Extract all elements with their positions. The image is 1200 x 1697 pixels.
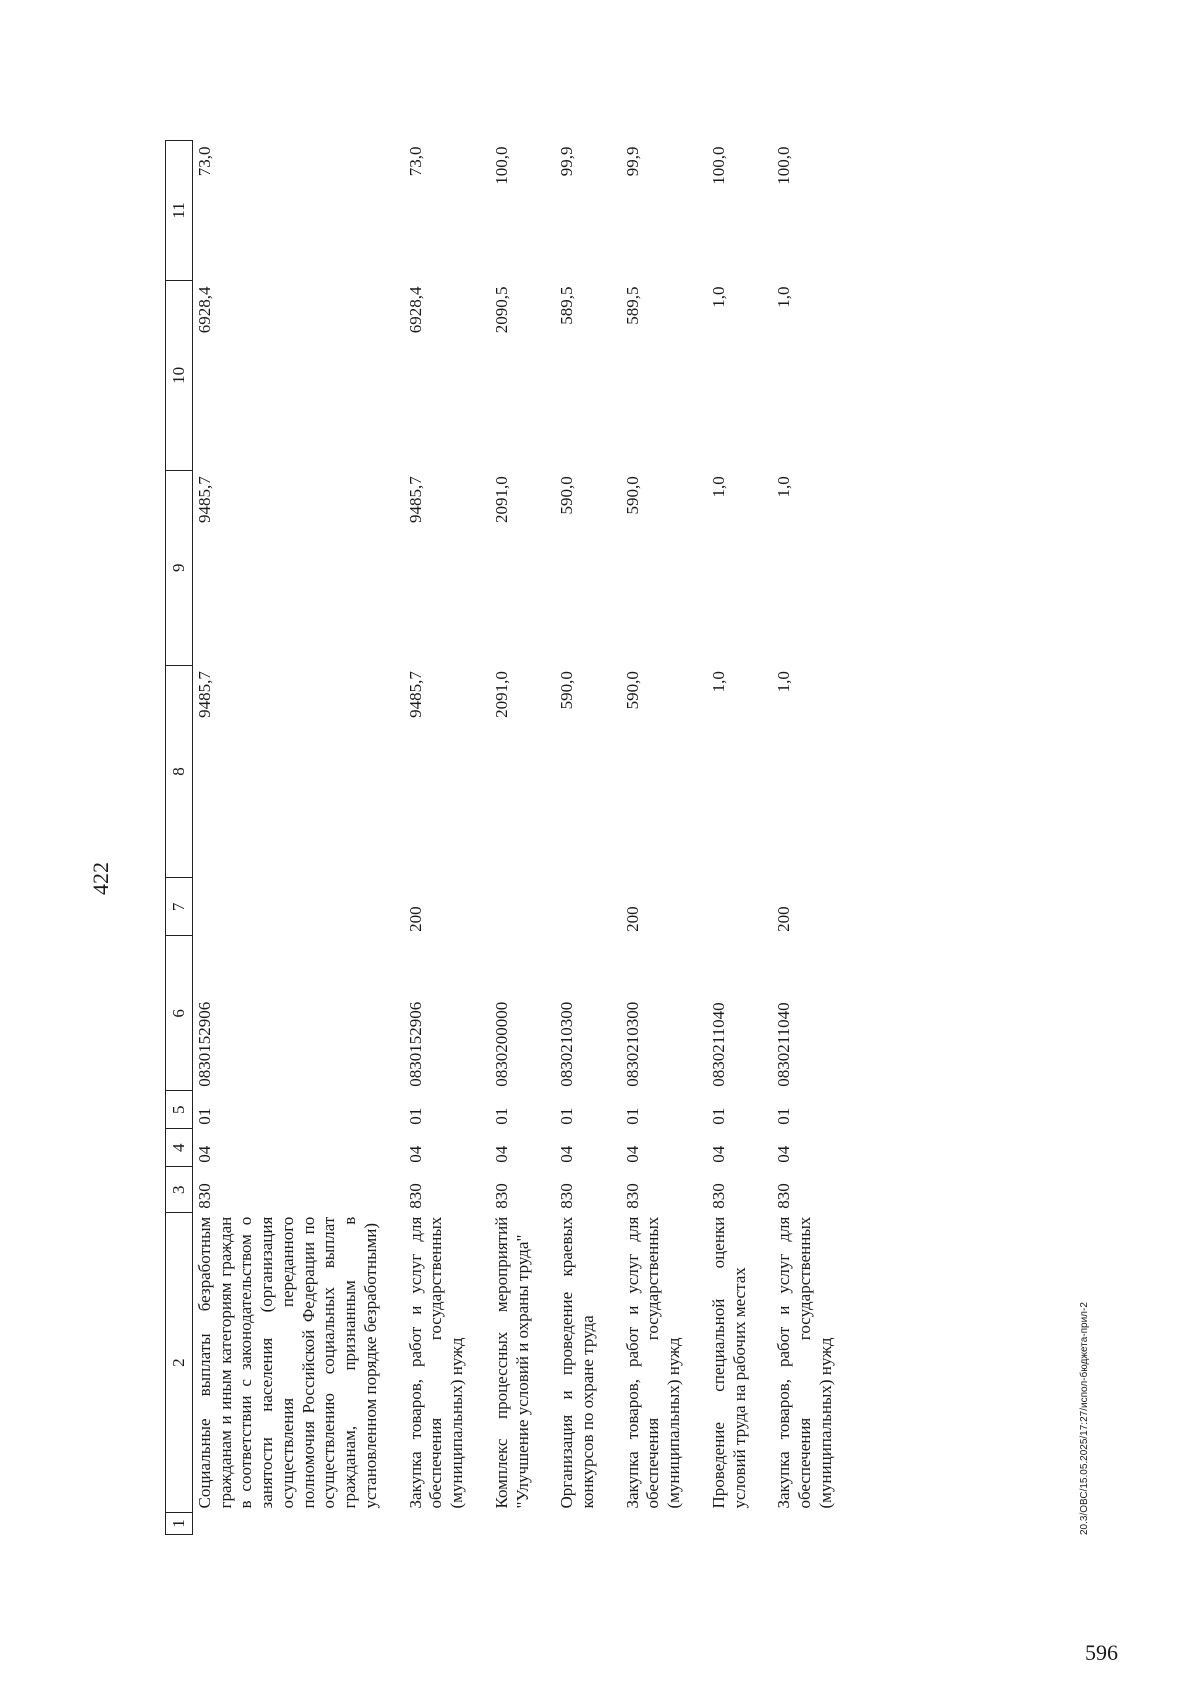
row-name: Проведение специальной оценки условий труда на рабочих местах	[708, 1216, 749, 1509]
cell-rz: 04	[405, 1145, 425, 1163]
header-cell: 7	[166, 878, 193, 936]
cell-empty	[707, 1513, 772, 1535]
cell-empty	[555, 1513, 620, 1535]
cell-csr: 0830211040	[708, 1002, 728, 1087]
cell-rz: 04	[491, 1145, 511, 1163]
cell-percent: 73,0	[195, 146, 214, 177]
cell-amount: 9485,7	[195, 476, 214, 524]
cell-percent: 99,9	[622, 146, 642, 177]
header-cell: 11	[166, 141, 193, 281]
cell-empty	[490, 1513, 555, 1535]
cell-csr: 0830211040	[774, 1002, 794, 1087]
cell-pr: 01	[557, 1107, 577, 1125]
cell-percent: 100,0	[491, 146, 511, 185]
header-cell: 8	[166, 665, 193, 878]
table-row	[490, 141, 555, 1535]
cell-empty	[772, 1513, 836, 1535]
cell-gr: 830	[622, 1183, 642, 1209]
header-cell: 4	[166, 1129, 193, 1167]
cell-amount: 589,5	[557, 286, 577, 325]
row-name: Организация и проведение краевых конкурсов по охране труда	[557, 1216, 598, 1509]
cell-rz: 04	[557, 1145, 577, 1163]
cell-empty	[621, 1513, 707, 1535]
cell-vr	[555, 878, 620, 936]
cell-amount: 1,0	[774, 286, 794, 308]
cell-vr: 200	[622, 906, 642, 932]
cell-amount: 9485,7	[405, 476, 425, 524]
cell-vr: 200	[405, 906, 425, 932]
header-row	[166, 141, 193, 1535]
cell-gr: 830	[491, 1183, 511, 1209]
cell-gr: 830	[774, 1183, 794, 1209]
cell-pr: 01	[708, 1107, 728, 1125]
cell-vr	[490, 878, 555, 936]
cell-pr: 01	[195, 1107, 214, 1125]
cell-amount: 1,0	[708, 286, 728, 308]
cell-csr: 0830152906	[405, 1001, 425, 1087]
cell-pr: 01	[774, 1107, 794, 1125]
table-row	[555, 141, 620, 1535]
cell-gr: 830	[708, 1183, 728, 1209]
cell-vr	[193, 878, 404, 936]
row-name: Закупка товаров, работ и услуг для обеспечения государственных (муниципальных) нужд	[405, 1216, 467, 1509]
cell-amount: 9485,7	[405, 671, 425, 718]
page-number: 422	[88, 862, 113, 895]
cell-rz: 04	[622, 1145, 642, 1163]
cell-amount: 6928,4	[195, 286, 214, 334]
table-row	[621, 141, 707, 1535]
cell-amount: 590,0	[622, 476, 642, 515]
cell-amount: 1,0	[774, 476, 794, 498]
cell-amount: 2091,0	[491, 476, 511, 524]
header-cell: 9	[166, 470, 193, 665]
header-cell: 10	[166, 280, 193, 470]
cell-csr: 0830200000	[491, 1001, 511, 1087]
footer-code: 20.3/ОВС/15.05.2025/17:27/испол-бюджета-прил-2	[1079, 1302, 1090, 1535]
cell-percent: 100,0	[774, 146, 794, 185]
cell-amount: 6928,4	[405, 286, 425, 334]
cell-gr: 830	[195, 1183, 214, 1209]
cell-csr: 0830152906	[195, 1001, 214, 1087]
table-row	[707, 141, 772, 1535]
cell-csr: 0830210300	[557, 1001, 577, 1087]
row-name: Закупка товаров, работ и услуг для обеспечения государственных (муниципальных) нужд	[622, 1216, 684, 1509]
cell-vr	[707, 878, 772, 936]
cell-percent: 99,9	[557, 146, 577, 177]
row-name: Социальные выплаты безработным гражданам и иным категориям граждан в соответствии с законодательством о занятости населения (организация осуществления переданного полномочия Российской Федерации по осуществлению социальных выплат гражданам, признанным в установленном порядке безработными)	[195, 1216, 380, 1509]
cell-percent: 100,0	[708, 146, 728, 185]
cell-rz: 04	[708, 1145, 728, 1163]
cell-amount: 1,0	[774, 671, 794, 693]
row-name: Комплекс процессных мероприятий "Улучшение условий и охраны труда"	[491, 1216, 532, 1509]
cell-vr: 200	[774, 906, 794, 932]
cell-empty	[404, 1513, 490, 1535]
cell-amount: 590,0	[557, 671, 577, 710]
cell-rz: 04	[774, 1145, 794, 1163]
header-cell: 6	[166, 936, 193, 1091]
cell-pr: 01	[405, 1107, 425, 1125]
header-cell: 3	[166, 1167, 193, 1213]
table-row	[772, 141, 836, 1535]
header-cell: 1	[166, 1513, 193, 1535]
header-cell: 2	[166, 1213, 193, 1513]
header-cell: 5	[166, 1091, 193, 1129]
cell-gr: 830	[557, 1183, 577, 1209]
row-name: Закупка товаров, работ и услуг для обеспечения государственных (муниципальных) нужд	[774, 1216, 835, 1509]
cell-amount: 1,0	[708, 476, 728, 498]
cell-pr: 01	[622, 1107, 642, 1125]
cell-empty	[193, 1513, 404, 1535]
table-row	[193, 141, 404, 1535]
rotated-page	[70, 115, 1090, 1555]
cell-amount: 1,0	[708, 671, 728, 693]
cell-amount: 590,0	[557, 476, 577, 515]
cell-amount: 589,5	[622, 286, 642, 325]
cell-pr: 01	[491, 1107, 511, 1125]
cell-gr: 830	[405, 1183, 425, 1209]
table-row	[404, 141, 490, 1535]
cell-amount: 2090,5	[491, 286, 511, 334]
cell-amount: 590,0	[622, 671, 642, 710]
cell-percent: 73,0	[405, 146, 425, 177]
sheet-number: 596	[1085, 1640, 1118, 1665]
cell-amount: 9485,7	[195, 671, 214, 718]
budget-table	[165, 140, 837, 1535]
cell-rz: 04	[195, 1145, 214, 1163]
cell-csr: 0830210300	[622, 1001, 642, 1087]
cell-amount: 2091,0	[491, 671, 511, 718]
